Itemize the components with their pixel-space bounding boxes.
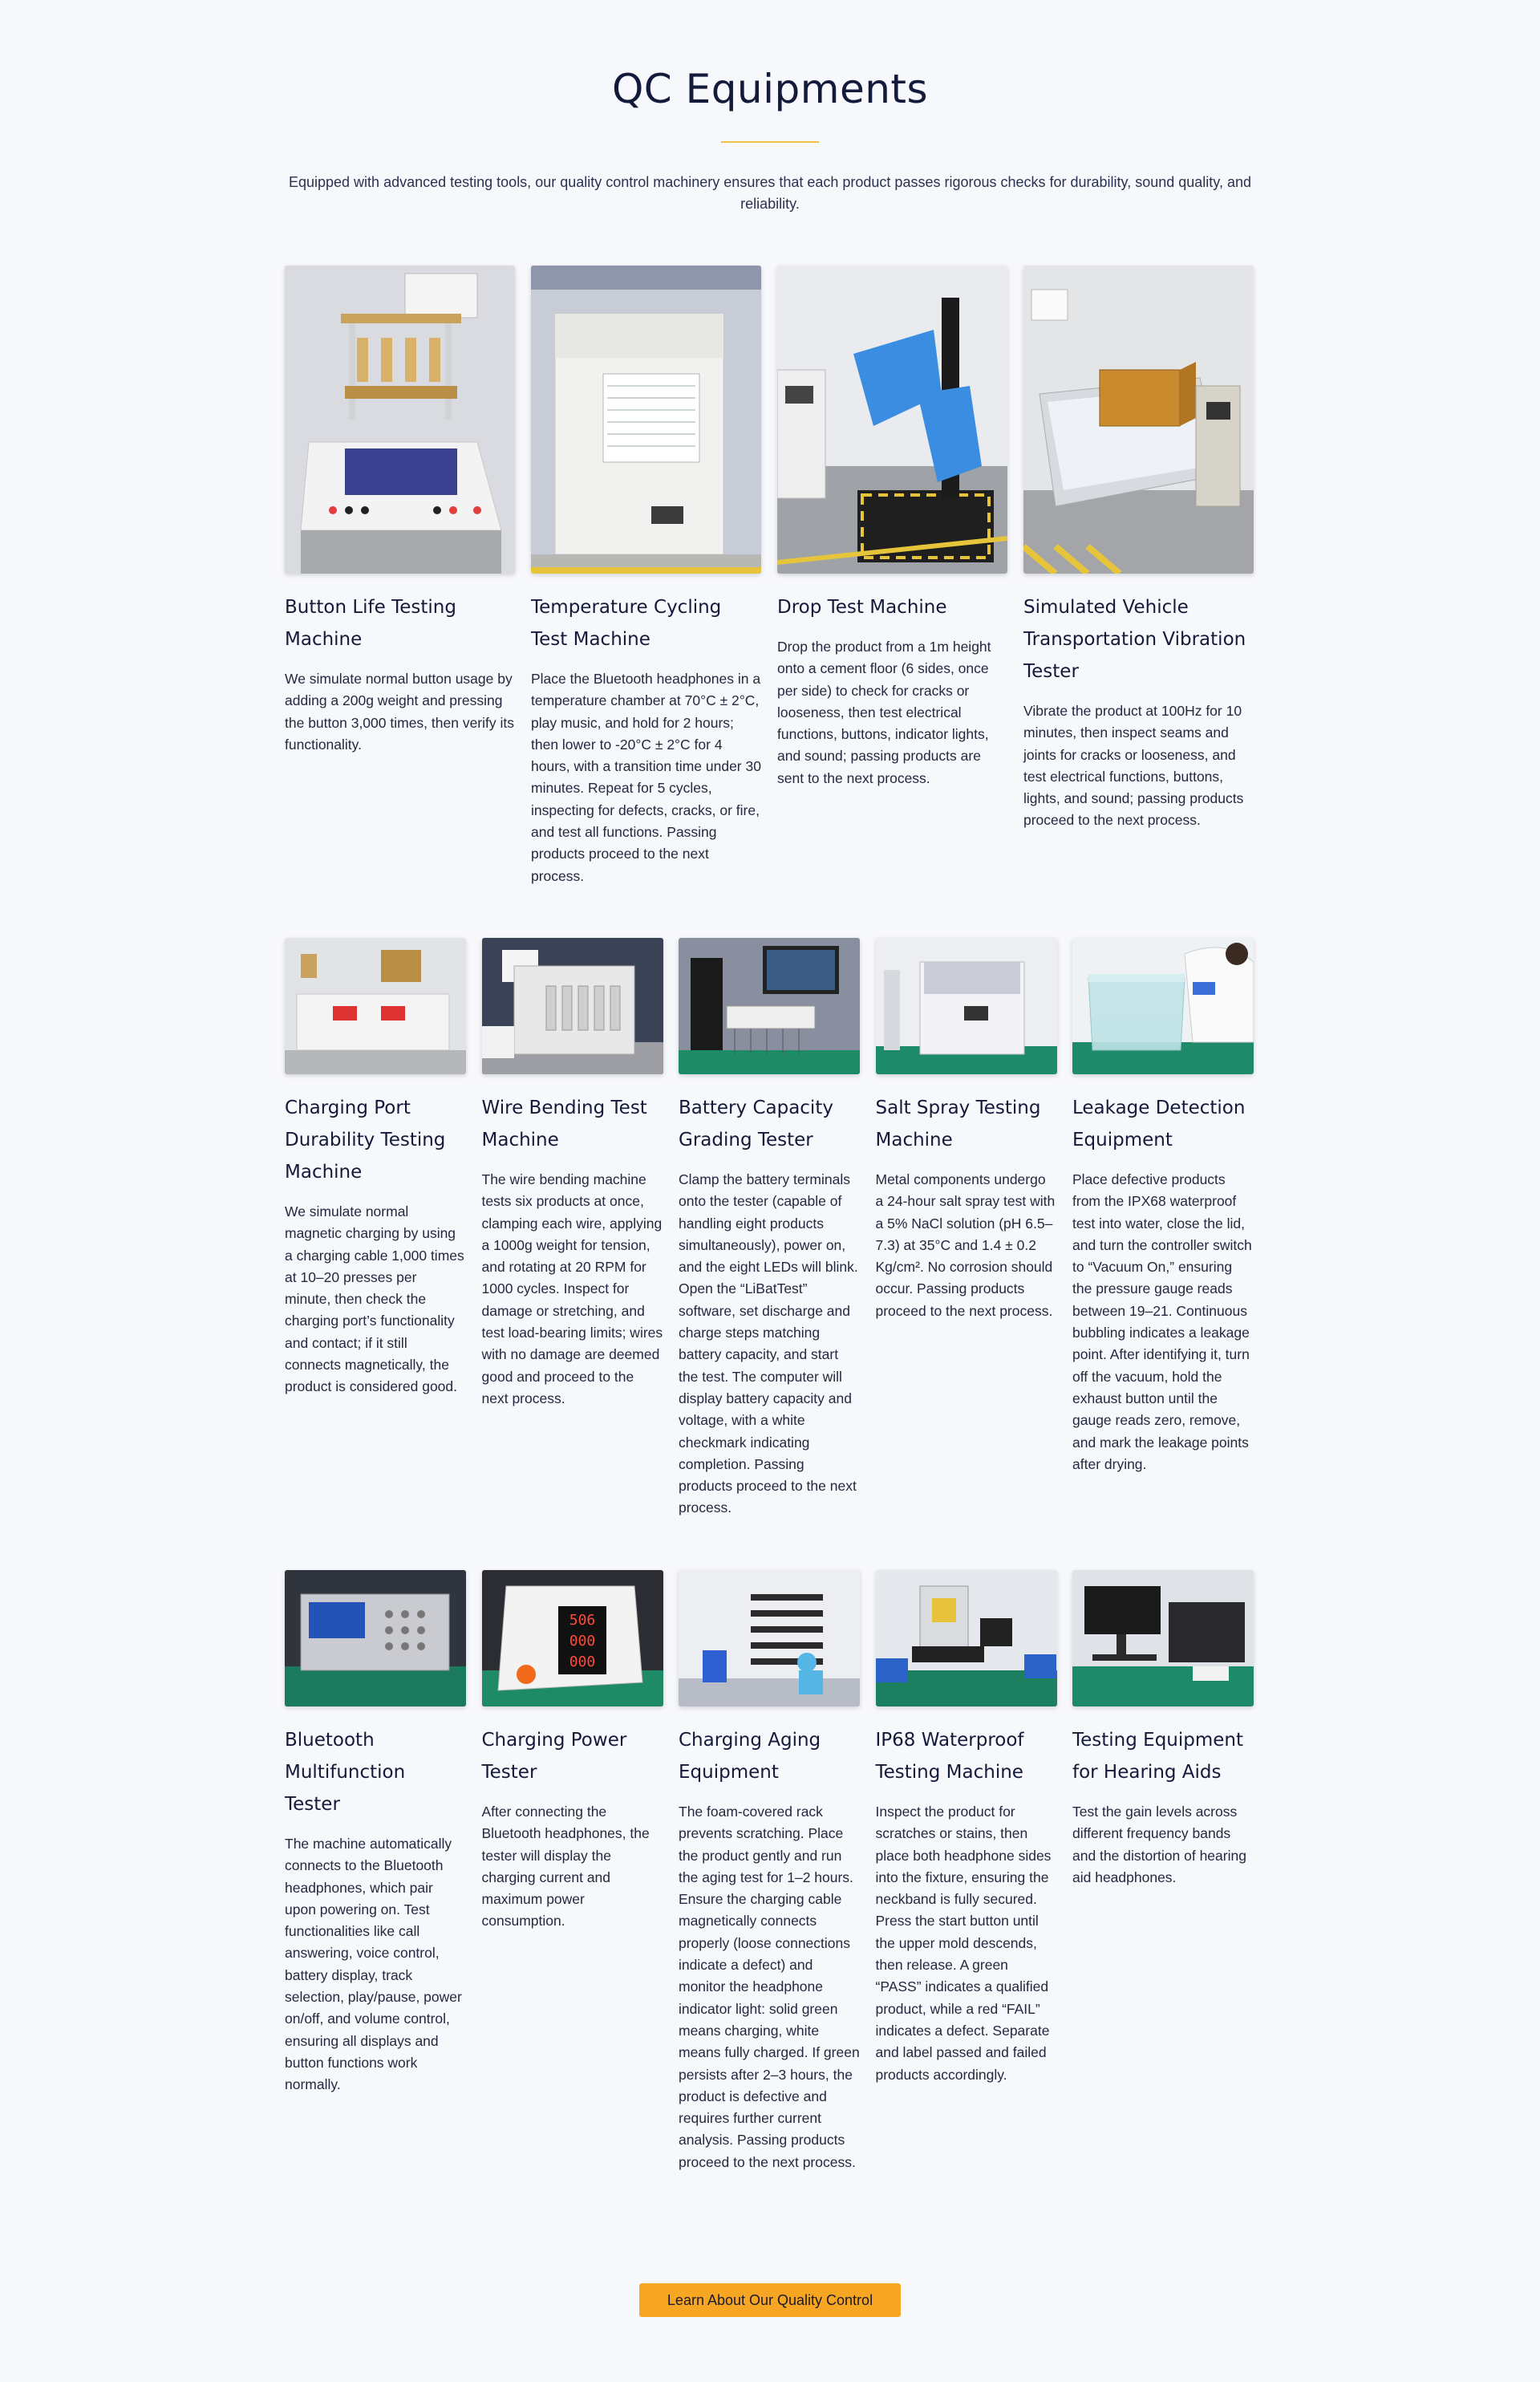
bluetooth-tester-photo (285, 1570, 466, 1706)
equipment-description: We simulate normal button usage by adding a 200g weight and pressing the button 3,000 times, then verify its functionality. (285, 671, 514, 753)
equipment-description: The wire bending machine tests six products at once, clamping each wire, applying a 1000g weight for tension, and rotating at 20 RPM for 1000 cycles. Inspect for damage or stretching, and test load-bearing limits; wires with no damage are deemed good and proceed to the next process. (481, 1171, 663, 1406)
equipment-description: Metal components undergo a 24-hour salt spray test with a 5% NaCl solution (pH 6.5–7.3) at 35°C and 1.4 ± 0.2 Kg/cm². No corrosion should occur. Passing products proceed to the next process. (875, 1171, 1056, 1319)
equipment-card (531, 266, 761, 887)
equipment-card (679, 938, 860, 1520)
equipment-card (285, 1570, 466, 2173)
equipment-card (876, 1570, 1057, 2173)
section-title: QC Equipments (611, 66, 929, 112)
salt-spray-chamber-photo (876, 938, 1057, 1074)
equipment-description: We simulate normal magnetic charging by using a charging cable 1,000 times at 10–20 presses per minute, then check the charging port’s functionality and contact; if it still connects magnetically, the product is considered good. (285, 1203, 464, 1395)
equipment-card (285, 266, 515, 887)
equipment-description: Place the Bluetooth headphones in a temperature chamber at 70°C ± 2°C, play music, and hold for 2 hours; then lower to -20°C ± 2°C for 4 hours, with a transition time under 30 minutes. Repeat for 5 cycles, inspecting for defects, cracks, or fire, and test all functions. Passing products proceed to the next process. (531, 671, 761, 884)
power-readout-3: 000 (569, 1654, 595, 1670)
equipment-card (1072, 938, 1254, 1520)
equipment-title: IP68 Waterproof Testing Machine (875, 1730, 1024, 1783)
temperature-chamber-photo (531, 266, 761, 574)
charging-aging-rack-photo (679, 1570, 860, 1706)
equipment-title: Charging Port Durability Testing Machine (285, 1098, 446, 1183)
equipment-description: Test the gain levels across different frequency bands and the distortion of hearing aid headphones. (1072, 1804, 1246, 1885)
equipment-title: Simulated Vehicle Transportation Vibration Tester (1023, 597, 1246, 682)
equipment-title: Temperature Cycling Test Machine (531, 597, 722, 650)
equipment-card (876, 938, 1057, 1520)
equipment-title: Charging Power Tester (481, 1730, 627, 1783)
equipment-description: The foam-covered rack prevents scratching. Place the product gently and run the aging test for 1–2 hours. Ensure the charging cable magnetically connects properly (loose connections indicate a defect) and monitor the headphone indicator light: solid green means charging, white means fully charged. If green persists after 2–3 hours, the product is defective and requires further current analysis. Passing products proceed to the next process. (679, 1804, 860, 2170)
drop-test-machine-photo (777, 266, 1007, 574)
equipment-description: Drop the product from a 1m height onto a cement floor (6 sides, once per side) to check for cracks or looseness, then test electrical functions, buttons, indicator lights, and sound; passing products are sent to the next process. (777, 639, 991, 786)
equipment-description: The machine automatically connects to the Bluetooth headphones, which pair upon powering on. Test functionalities like call answering, voice control, battery display, track selection, play/pause, power on/off, and volume control, ensuring all displays and button functions work normally. (285, 1836, 462, 2093)
equipment-title: Leakage Detection Equipment (1072, 1098, 1246, 1150)
power-readout-2: 000 (569, 1633, 595, 1650)
equipment-card (1023, 266, 1254, 887)
waterproof-tester-photo (876, 1570, 1057, 1706)
hearing-aid-test-station-photo (1072, 1570, 1254, 1706)
equipment-title: Bluetooth Multifunction Tester (285, 1730, 406, 1815)
equipment-description: Inspect the product for scratches or stains, then place both headphone sides into the fixture, ensuring the neckband is fully secured. Press the start button until the upper mold descends, then release. A green “PASS” indicates a qualified product, while a red “FAIL” indicates a defect. Separate and label passed and failed products accordingly. (875, 1804, 1052, 2083)
equipment-card (1072, 1570, 1254, 2173)
equipment-card (285, 938, 466, 1520)
equipment-title: Charging Aging Equipment (679, 1730, 821, 1783)
equipment-title: Wire Bending Test Machine (481, 1098, 647, 1150)
equipment-title: Salt Spray Testing Machine (875, 1098, 1041, 1150)
equipment-title: Battery Capacity Grading Tester (679, 1098, 833, 1150)
section-intro: Equipped with advanced testing tools, our quality control machinery ensures that each product passes rigorous checks for durability, sound quality, and reliability. (288, 174, 1251, 212)
title-divider (721, 141, 819, 143)
equipment-title: Drop Test Machine (777, 597, 947, 618)
power-readout-1: 506 (569, 1612, 595, 1629)
cta-container (0, 2283, 1540, 2317)
equipment-description: After connecting the Bluetooth headphones, the tester will display the charging current and maximum power consumption. (481, 1804, 650, 1930)
equipment-description: Place defective products from the IPX68 waterproof test into water, close the lid, and turn the controller switch to “Vacuum On,” ensuring the pressure gauge reads between 19–21. Continuous bubbling indicates a leakage point. After identifying it, turn off the vacuum, hold the exhaust button until the gauge reads zero, remove, and mark the leakage points after drying. (1072, 1171, 1252, 1472)
equipment-card (482, 938, 663, 1520)
battery-grading-tester-photo (679, 938, 860, 1074)
equipment-title: Testing Equipment for Hearing Aids (1072, 1730, 1244, 1783)
equipment-card (777, 266, 1007, 887)
equipment-row-1 (285, 266, 1255, 887)
vibration-tester-photo (1023, 266, 1254, 574)
charging-power-tester-photo (482, 1570, 663, 1706)
equipment-description: Clamp the battery terminals onto the tester (capable of handling eight products simultaneously), power on, and the eight LEDs will blink. Open the “LiBatTest” software, set discharge and charge steps matching battery capacity, and start the test. The computer will display battery capacity and voltage, with a white checkmark indicating completion. Passing products proceed to the next process. (679, 1171, 858, 1516)
equipment-description: Vibrate the product at 100Hz for 10 minutes, then inspect seams and joints for cracks or looseness, and test electrical functions, buttons, lights, and sound; passing products proceed to the next process. (1023, 703, 1244, 829)
equipment-card (482, 1570, 663, 2173)
leakage-detection-photo (1072, 938, 1254, 1074)
equipment-row-2 (285, 938, 1255, 1520)
wire-bending-machine-photo (482, 938, 663, 1074)
equipment-card (679, 1570, 860, 2173)
equipment-title: Button Life Testing Machine (285, 597, 456, 650)
equipment-row-3 (285, 1570, 1255, 2173)
learn-quality-control-button[interactable]: Learn About Our Quality Control (639, 2283, 901, 2317)
button-life-tester-photo (285, 266, 515, 574)
charging-port-tester-photo (285, 938, 466, 1074)
